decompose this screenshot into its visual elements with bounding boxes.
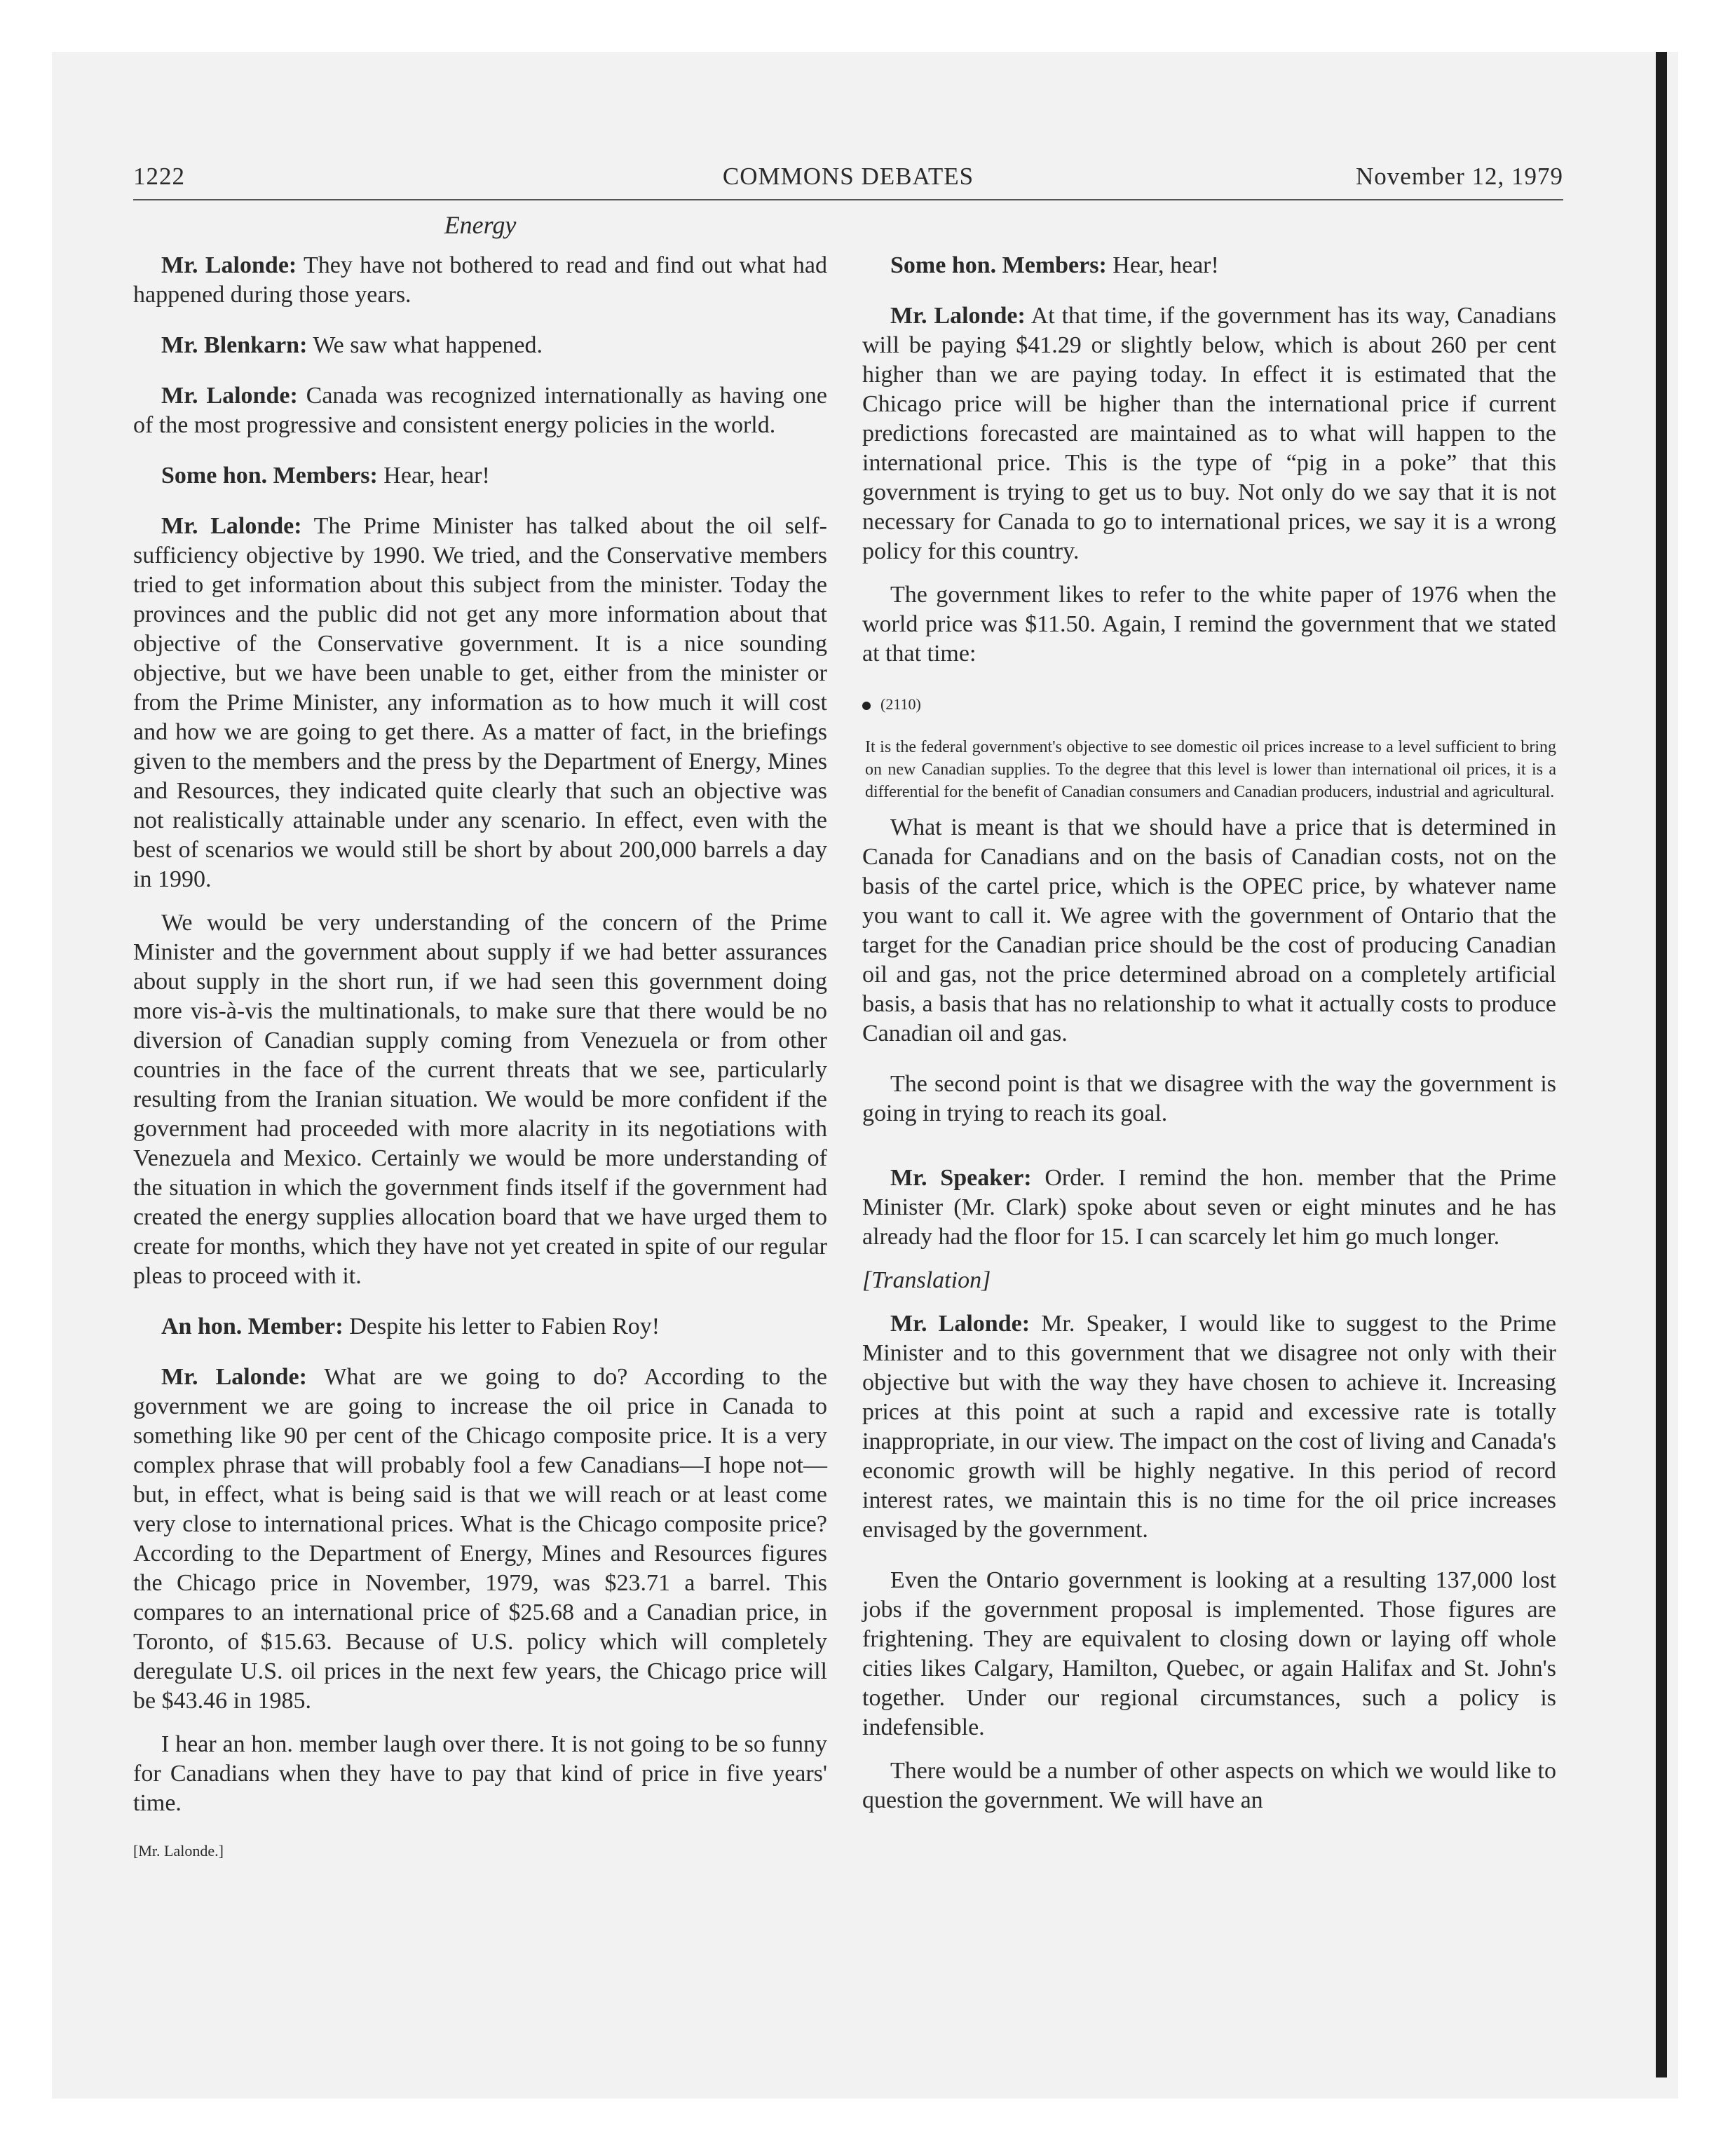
speaker-name: Mr. Lalonde: — [161, 513, 302, 539]
speech-text: The second point is that we disagree with the way the government is going in trying to reach its goal. — [862, 1071, 1556, 1126]
right-column — [862, 251, 1556, 1829]
speaker-footer-tag: [Mr. Lalonde.] — [133, 1842, 224, 1860]
speaker-name: Mr. Lalonde: — [161, 1364, 307, 1390]
speaker-name: Mr. Lalonde: — [890, 303, 1026, 329]
paragraph — [862, 1309, 1556, 1545]
paragraph — [862, 1566, 1556, 1742]
speaker-name: Mr. Lalonde: — [890, 1311, 1030, 1337]
speech-text: I hear an hon. member laugh over there. It is not going to be so funny for Canadians when they have to pay that kind of price in five years' time. — [133, 1731, 827, 1816]
speaker-name: Mr. Speaker: — [890, 1165, 1032, 1191]
paragraph — [862, 251, 1556, 280]
scan-edge — [1656, 52, 1667, 2077]
section-heading: Energy — [444, 211, 517, 239]
paragraph — [133, 908, 827, 1291]
speaker-name: Some hon. Members: — [890, 252, 1107, 278]
speech-text: Even the Ontario government is looking at a resulting 137,000 lost jobs if the government proposal is implemented. Those figures are frightening. They are equivalent to closing down or laying off whole cities likes Calgary, Hamilton, Quebec, or again Halifax and St. John's together. Under our regional circumstances, such a policy is indefensible. — [862, 1567, 1556, 1740]
time-marker-text: (2110) — [880, 695, 921, 713]
paragraph — [862, 580, 1556, 669]
paragraph — [862, 1756, 1556, 1815]
paragraph — [133, 512, 827, 894]
speech-text: We saw what happened. — [313, 332, 543, 358]
speech-text: What is meant is that we should have a price that is determined in Canada for Canadians and on the basis of Canadian costs, not on the basis of the cartel price, which is the OPEC price, by whatever name you want to call it. We agree with the government of Ontario that the target for the Canadian price should be the cost of producing Canadian oil and gas, not the price determined abroad on a completely artificial basis, a basis that has no relationship to what it actually costs to produce Canadian oil and gas. — [862, 814, 1556, 1046]
bullet-icon — [862, 702, 871, 710]
speech-text: Hear, hear! — [383, 463, 490, 489]
speaker-name: An hon. Member: — [161, 1314, 343, 1339]
block-quote: It is the federal government's objective to see domestic oil prices increase to a level sufficient to bring on new Canadian supplies. To the degree that this level is lower than international oil prices, it is a differential for the benefit of Canadian consumers and Canadian producers, industrial and agricultural. — [865, 738, 1556, 801]
speech-text: The government likes to refer to the white paper of 1976 when the world price was $11.50. Again, I remind the government that we stated at that time: — [862, 582, 1556, 667]
speech-text: They have not bothered to read and find out what had happened during those years. — [133, 252, 828, 308]
page-date: November 12, 1979 — [1356, 163, 1563, 190]
speech-text: Order. I remind the hon. member that the Prime Minister (Mr. Clark) spoke about seven or eight minutes and he has already had the floor for 15. I can scarcely let him go much longer. — [862, 1165, 1556, 1250]
publication-title: COMMONS DEBATES — [722, 163, 974, 190]
translation-note: [Translation] — [862, 1267, 991, 1293]
speech-text: Despite his letter to Fabien Roy! — [349, 1314, 660, 1339]
speech-text: We would be very understanding of the concern of the Prime Minister and the government about supply if we had better assurances about supply in the short run, if we had seen this government doing more vis-à-vis the multinationals, to make sure that there would be no diversion of Canadian supply coming from Venezuela or from other countries in the face of the current threats that we see, particularly resulting from the Iranian situation. We would be more confident if the government had proceeded with more alacrity in its negotiations with Venezuela and Mexico. Certainly we would be more understanding of the situation in which the government finds itself if the government had created the energy supplies allocation board that we have urged them to create for months, which they have not yet created in spite of our regular pleas to proceed with it. — [133, 910, 827, 1289]
time-marker — [862, 690, 1556, 719]
paragraph — [133, 1730, 827, 1818]
speaker-name: Mr. Lalonde: — [161, 383, 298, 409]
paragraph — [862, 1164, 1556, 1252]
paragraph — [862, 813, 1556, 1049]
speech-text: The Prime Minister has talked about the oil self-sufficiency objective by 1990. We tried, and the Conservative members tried to get information about this subject from the minister. Today the provinces and the public did not get any more information about that objective of the Conservative government. It is a nice sounding objective, but we have been unable to get, either from the minister or from the Prime Minister, any information as to how much it will cost and how we are going to get there. As a matter of fact, in the briefings given to the members and the press by the Department of Energy, Mines and Resources, they indicated quite clearly that such an objective was not realistically attainable under any scenario. In effect, even with the best of scenarios we would still be short by about 200,000 barrels a day in 1990. — [133, 513, 827, 892]
speech-text: Hear, hear! — [1113, 252, 1219, 278]
speech-text: At that time, if the government has its way, Canadians will be paying $41.29 or slightly below, which is about 260 per cent higher than we are paying today. In effect it is estimated that the Chicago price will be higher than the international price if current predictions forecasted are maintained as to what will happen to the international price. This is the type of “pig in a poke” that this government is trying to get us to buy. Not only do we say that it is not necessary for Canada to go to international prices, we say it is a wrong policy for this country. — [862, 303, 1556, 564]
speaker-name: Mr. Lalonde: — [161, 252, 297, 278]
paragraph — [133, 331, 827, 360]
paragraph — [133, 381, 827, 440]
paragraph — [133, 1363, 827, 1716]
paragraph — [133, 1312, 827, 1342]
paragraph — [133, 461, 827, 491]
speech-text: What are we going to do? According to the government we are going to increase the oil price in Canada to something like 90 per cent of the Chicago composite price. It is a very complex phrase that will probably fool a few Canadians—I hope not—but, in effect, what is being said is that we will reach or at least come very close to international prices. What is the Chicago composite price? According to the Department of Energy, Mines and Resources figures the Chicago price in November, 1979, was $23.71 a barrel. This compares to an international price of $25.68 and a Canadian price, in Toronto, of $15.63. Because of U.S. policy which will completely deregulate U.S. oil prices in the next few years, the Chicago price will be $43.46 in 1985. — [133, 1364, 827, 1714]
speech-text: Canada was recognized internationally as having one of the most progressive and consistent energy policies in the world. — [133, 383, 828, 438]
paragraph — [862, 301, 1556, 566]
page-header — [133, 163, 1563, 200]
speech-text: There would be a number of other aspects on which we would like to question the government. We will have an — [862, 1758, 1556, 1813]
paragraph — [862, 1070, 1556, 1128]
paragraph — [133, 251, 827, 310]
speech-text: Mr. Speaker, I would like to suggest to the Prime Minister and to this government that we disagree not only with their objective but with the way they have chosen to achieve it. Increasing prices at this point at such a rapid and excessive rate is totally inappropriate, in our view. The impact on the cost of living and Canada's economic growth will be highly negative. In this period of record interest rates, we maintain this is no time for the oil price increases envisaged by the government. — [862, 1311, 1557, 1543]
speaker-name: Some hon. Members: — [161, 463, 378, 489]
page-number: 1222 — [133, 163, 185, 190]
left-column — [133, 251, 827, 1880]
speaker-name: Mr. Blenkarn: — [161, 332, 308, 358]
